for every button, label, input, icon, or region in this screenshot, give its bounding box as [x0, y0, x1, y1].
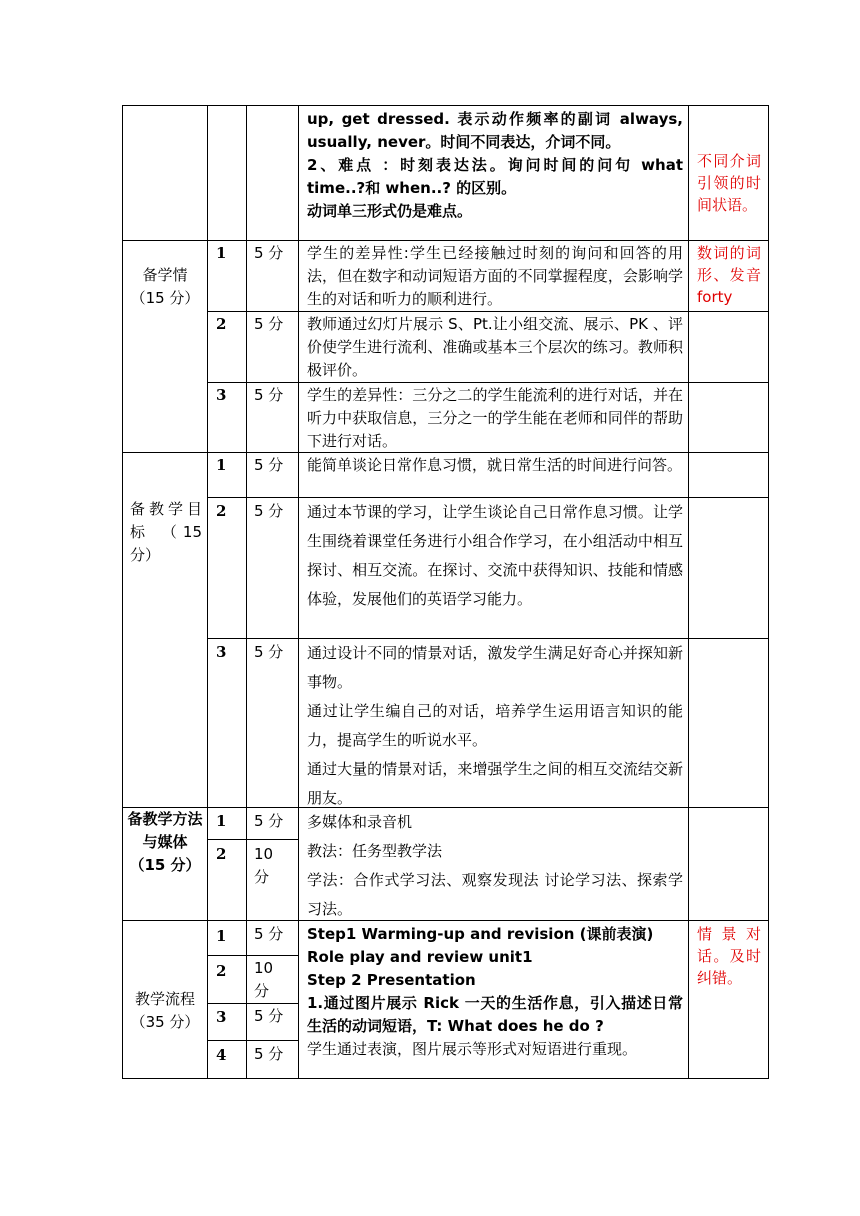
row-number: 3 [216, 386, 227, 404]
row-score: 10 分 [254, 845, 274, 886]
table-line [207, 1040, 299, 1041]
row-number: 4 [216, 1046, 227, 1064]
row-number: 3 [216, 1008, 227, 1026]
table-line [298, 105, 299, 1079]
row-score: 5 分 [254, 643, 284, 661]
table-line [122, 1078, 769, 1079]
row0-content [307, 108, 683, 223]
content-line: 通过设计不同的情景对话，激发学生满足好奇心并探知新事物。 [307, 644, 683, 691]
table-line [207, 382, 769, 383]
goals-content-2: 通过本节课的学习，让学生谈论自己日常作息习惯。让学生围绕着课堂任务进行小组合作学习，在小组活动中相互探讨、相互交流。在探讨、交流中获得知识、技能和情感体验，发展他们的英语学习能力。 [307, 503, 683, 608]
content-line: 多媒体和录音机 [307, 813, 413, 831]
process-content [307, 923, 683, 1061]
content-line: up, get dressed. 表示动作频率的副词 always, usually, never。时间不同表达，介词不同。 [307, 110, 683, 151]
row-score: 5 分 [254, 812, 284, 830]
row-number: 2 [216, 315, 227, 333]
category-goals: 备教学目标 （15 分） [130, 500, 202, 564]
table-line [122, 105, 123, 1079]
learner-note-1: 数词的词形、发音 forty [697, 244, 761, 306]
methods-content [307, 808, 683, 924]
learner-content-1: 学生的差异性:学生已经接触过时刻的询问和回答的用法，但在数字和动词短语方面的不同掌握程度，会影响学生的对话和听力的顺利进行。 [307, 244, 683, 308]
table-line [207, 105, 208, 1079]
row-score: 5 分 [254, 1007, 284, 1025]
table-line [207, 839, 299, 840]
row0-note: 不同介词引领的时间状语。 [697, 152, 761, 214]
table-line [246, 105, 247, 1079]
row-number: 2 [216, 845, 227, 863]
table-line [207, 1003, 299, 1004]
content-line: Step1 Warming-up and revision (课前表演) [307, 925, 654, 943]
row-score: 5 分 [254, 386, 284, 404]
row-score: 5 分 [254, 925, 284, 943]
row-score: 10 分 [254, 959, 274, 1000]
row-score: 5 分 [254, 502, 284, 520]
process-note: 情景对话。及时纠错。 [697, 925, 761, 987]
content-line: 通过让学生编自己的对话，培养学生运用语言知识的能力，提高学生的听说水平。 [307, 702, 683, 749]
table-line [207, 311, 769, 312]
category-process: 教学流程（35 分） [130, 990, 200, 1031]
content-line: Role play and review unit1 [307, 948, 533, 966]
row-number: 1 [216, 244, 227, 262]
category-methods: 备教学方法与媒体（15 分） [127, 810, 203, 874]
content-line: 1.通过图片展示 Rick 一天的生活作息，引入描述日常生活的动词短语，T: What does he do ? [307, 994, 683, 1035]
table-line [122, 240, 769, 241]
row-number: 3 [216, 643, 227, 661]
row-number: 1 [216, 456, 227, 474]
content-line: 学法：合作式学习法、观察发现法 讨论学习法、探索学习法。 [307, 871, 683, 918]
content-line: Step 2 Presentation [307, 971, 476, 989]
row-score: 5 分 [254, 315, 284, 333]
content-line: 2、难点 ：时刻表达法。询问时间的问句 what time..?和 when..? 的区别。 [307, 156, 683, 197]
row-number: 1 [216, 812, 227, 830]
goals-content-3 [307, 639, 683, 813]
content-line: 通过大量的情景对话，来增强学生之间的相互交流结交新朋友。 [307, 760, 683, 807]
row-score: 5 分 [254, 456, 284, 474]
category-learner: 备学情（15 分） [130, 266, 200, 307]
learner-content-2: 教师通过幻灯片展示 S、Pt.让小组交流、展示、PK 、评价使学生进行流利、准确或基本三个层次的练习。教师积极评价。 [307, 315, 683, 379]
content-line: 教法：任务型教学法 [307, 842, 443, 860]
row-score: 5 分 [254, 244, 284, 262]
goals-content-1: 能简单谈论日常作息习惯，就日常生活的时间进行问答。 [307, 456, 683, 474]
content-line: 动词单三形式仍是难点。 [307, 202, 473, 220]
table-line [207, 955, 299, 956]
table-line [688, 105, 689, 1079]
content-line: 学生通过表演，图片展示等形式对短语进行重现。 [307, 1040, 638, 1058]
row-number: 2 [216, 962, 227, 980]
row-number: 1 [216, 927, 227, 945]
row-score: 5 分 [254, 1045, 284, 1063]
table-line [122, 105, 769, 106]
table-line [768, 105, 769, 1079]
row-number: 2 [216, 502, 227, 520]
learner-content-3: 学生的差异性：三分之二的学生能流利的进行对话，并在听力中获取信息，三分之一的学生能在老师和同伴的帮助下进行对话。 [307, 386, 683, 450]
